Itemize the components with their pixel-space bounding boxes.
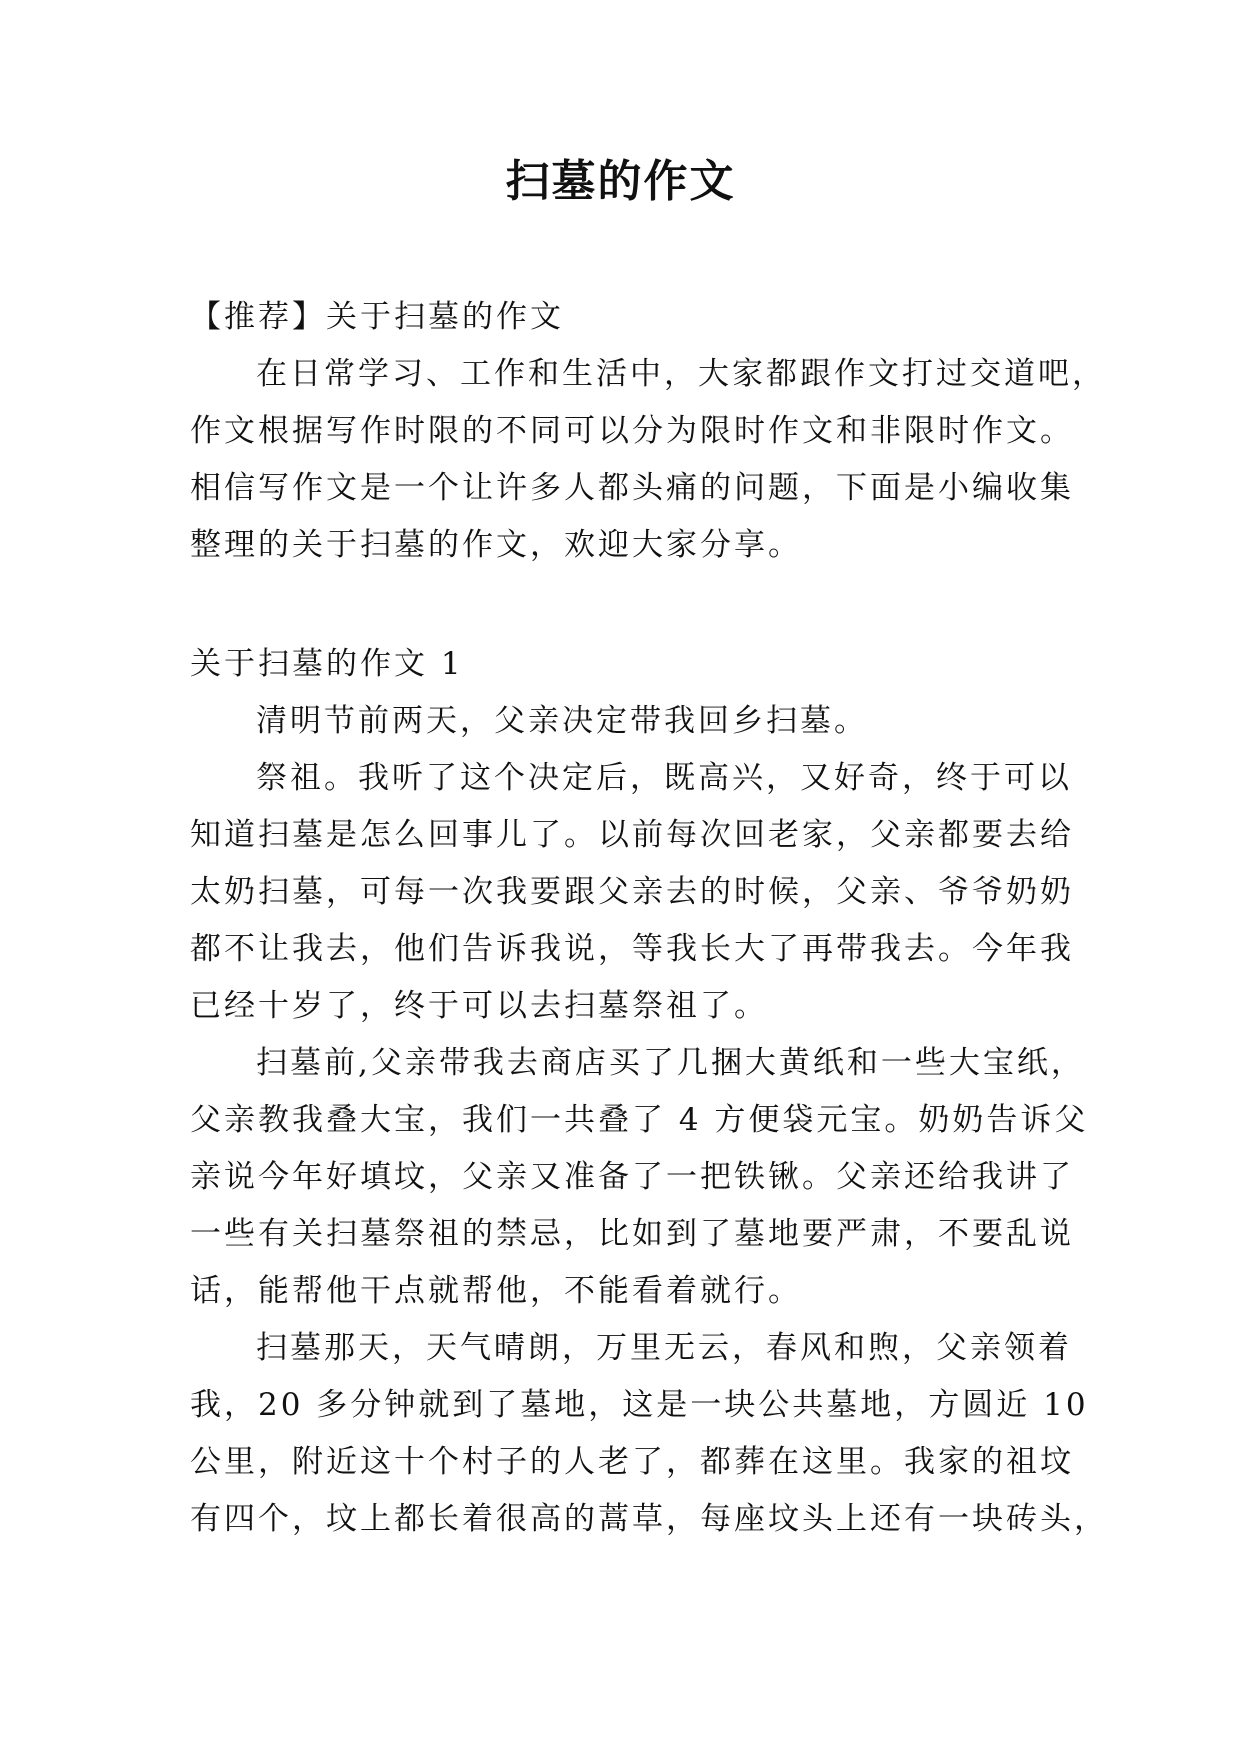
intro-paragraph-line: 整理的关于扫墓的作文，欢迎大家分享。: [190, 527, 802, 563]
essay-section: [190, 636, 1108, 1548]
paragraph-line: 知道扫墓是怎么回事儿了。以前每次回老家，父亲都要去给: [190, 817, 1074, 853]
paragraph-line: 父亲教我叠大宝，我们一共叠了 4 方便袋元宝。奶奶告诉父: [190, 1102, 1089, 1138]
paragraph-line: 清明节前两天，父亲决定带我回乡扫墓。: [256, 703, 868, 739]
intro-heading: 【推荐】关于扫墓的作文: [190, 299, 564, 335]
paragraph-line: 扫墓那天，天气晴朗，万里无云，春风和煦，父亲领着: [256, 1330, 1072, 1366]
intro-paragraph-line: 作文根据写作时限的不同可以分为限时作文和非限时作文。: [190, 413, 1074, 449]
paragraph-line: 已经十岁了，终于可以去扫墓祭祖了。: [190, 988, 768, 1024]
paragraph-line: 亲说今年好填坟，父亲又准备了一把铁锹。父亲还给我讲了: [190, 1159, 1074, 1195]
paragraph-line: 有四个，坟上都长着很高的蒿草，每座坟头上还有一块砖头，: [190, 1501, 1108, 1537]
intro-paragraph-line: 在日常学习、工作和生活中，大家都跟作文打过交道吧，: [256, 356, 1106, 392]
paragraph-line: 话，能帮他干点就帮他，不能看着就行。: [190, 1273, 802, 1309]
paragraph-line: 公里，附近这十个村子的人老了，都葬在这里。我家的祖坟: [190, 1444, 1074, 1480]
essay-paragraph: [190, 1035, 1089, 1320]
paragraph-line: 祭祖。我听了这个决定后，既高兴，又好奇，终于可以: [256, 760, 1072, 796]
intro-section: [190, 289, 1106, 574]
paragraph-line: 扫墓前,父亲带我去商店买了几捆大黄纸和一些大宝纸，: [256, 1045, 1085, 1081]
essay-paragraph: [190, 750, 1074, 1035]
paragraph-line: 太奶扫墓，可每一次我要跟父亲去的时候，父亲、爷爷奶奶: [190, 874, 1074, 910]
essay-heading: 关于扫墓的作文 1: [190, 646, 464, 682]
paragraph-line: 一些有关扫墓祭祖的禁忌，比如到了墓地要严肃，不要乱说: [190, 1216, 1074, 1252]
essay-paragraph: [190, 1320, 1108, 1548]
document-title: 扫墓的作文: [505, 156, 736, 207]
intro-paragraph-line: 相信写作文是一个让许多人都头痛的问题，下面是小编收集: [190, 470, 1074, 506]
paragraph-line: 都不让我去，他们告诉我说，等我长大了再带我去。今年我: [190, 931, 1074, 967]
essay-paragraph: [190, 693, 1070, 750]
paragraph-line: 我，20 多分钟就到了墓地，这是一块公共墓地，方圆近 10: [190, 1387, 1089, 1423]
